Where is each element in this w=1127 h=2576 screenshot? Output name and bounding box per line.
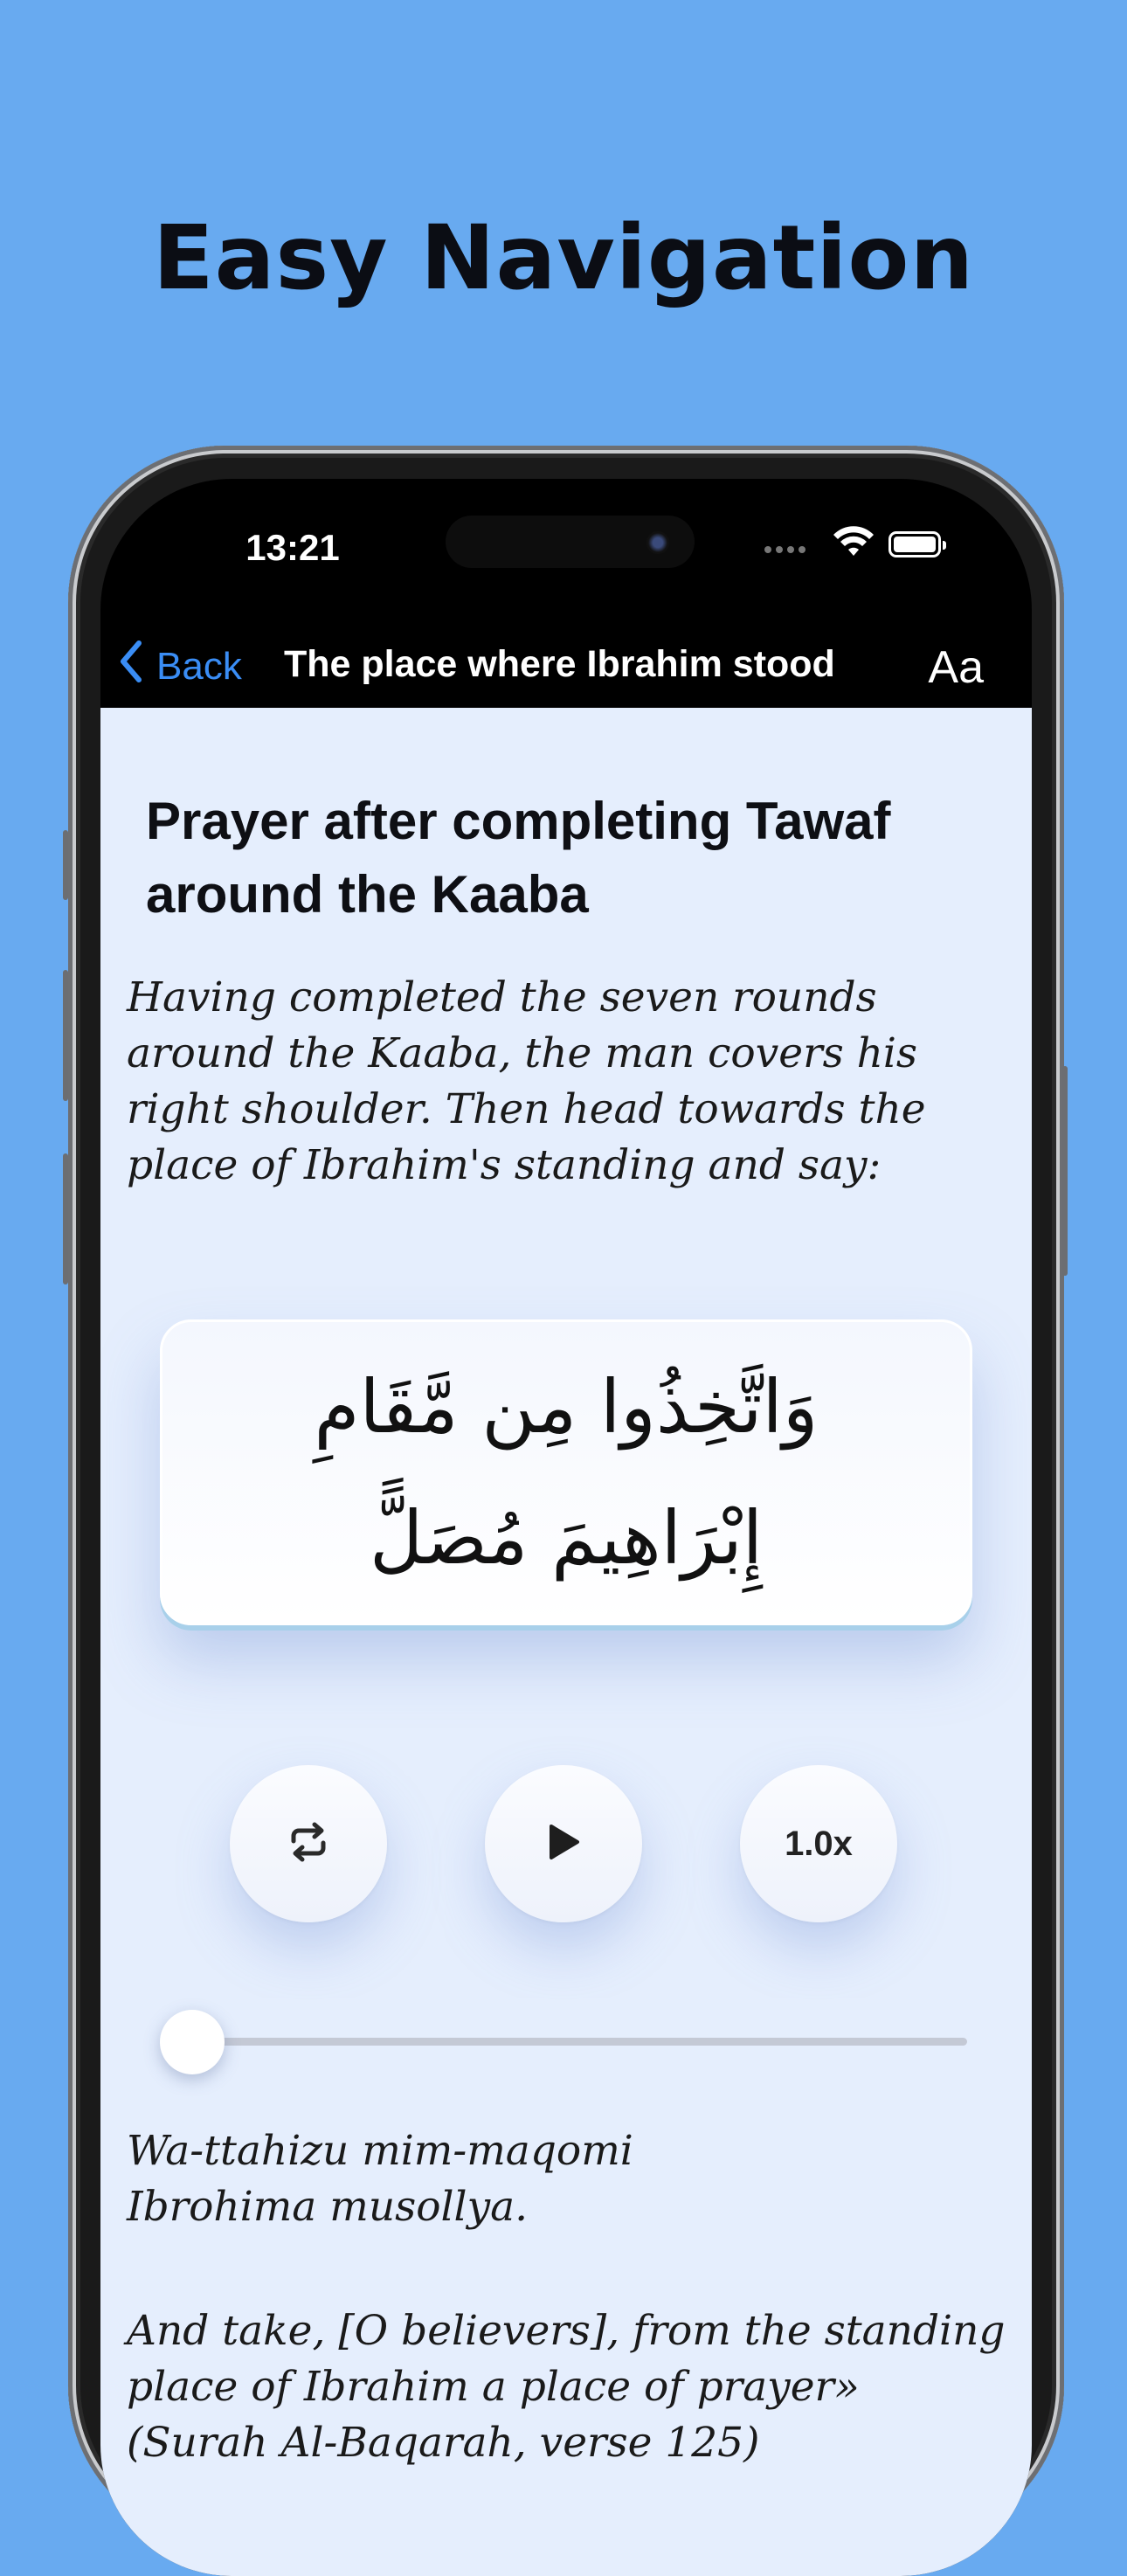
- navigation-bar: [100, 627, 1032, 708]
- arabic-line: وَاتَّخِذُوا مِن مَّقَامِ: [314, 1364, 819, 1450]
- chevron-left-icon: [118, 640, 156, 693]
- phone-side-button: [63, 970, 68, 1101]
- battery-icon: [888, 531, 941, 557]
- cellular-signal-icon: [764, 542, 810, 557]
- back-label: Back: [156, 644, 242, 688]
- nav-title: The place where Ibrahim stood: [284, 643, 835, 685]
- audio-progress-thumb[interactable]: [160, 2010, 225, 2074]
- font-size-button[interactable]: Aa: [928, 642, 984, 693]
- arabic-text-card: [160, 1319, 972, 1625]
- arabic-text: [234, 1341, 898, 1603]
- back-button[interactable]: [118, 640, 242, 693]
- transliteration-line: Ibrohima musollya.: [127, 2183, 529, 2231]
- article-intro: Having completed the seven rounds around the Kaaba, the man covers his right shoulder. Then head towards the place of Ibrahim's standing and say:: [127, 973, 926, 1189]
- play-button[interactable]: [485, 1765, 642, 1922]
- camera-icon: [646, 531, 669, 554]
- phone-side-button: [1062, 1066, 1068, 1276]
- play-icon: [546, 1823, 581, 1866]
- status-time: 13:21: [245, 527, 340, 568]
- repeat-button[interactable]: [230, 1765, 387, 1922]
- phone-screen: [100, 479, 1032, 2576]
- phone-side-button: [63, 830, 68, 900]
- promo-headline: Easy Navigation: [152, 206, 975, 310]
- audio-progress-track[interactable]: [193, 2038, 967, 2046]
- translation: And take, [O believers], from the standing place of Ibrahim a place of prayer» (Surah Al-Baqarah, verse 125): [127, 2307, 1006, 2467]
- playback-speed-button[interactable]: 1.0x: [740, 1765, 897, 1922]
- phone-side-button: [63, 1153, 68, 1285]
- wifi-icon: [833, 526, 875, 564]
- content-area: [100, 708, 1032, 2576]
- transliteration: [127, 2123, 1000, 2235]
- transliteration-line: Wa-ttahizu mim-maqomi: [127, 2127, 633, 2175]
- repeat-icon: [287, 1822, 330, 1866]
- article-title: Prayer after completing Tawaf around the Kaaba: [146, 792, 891, 924]
- arabic-line: إِبْرَاهِيمَ مُصَلًّ: [369, 1495, 764, 1581]
